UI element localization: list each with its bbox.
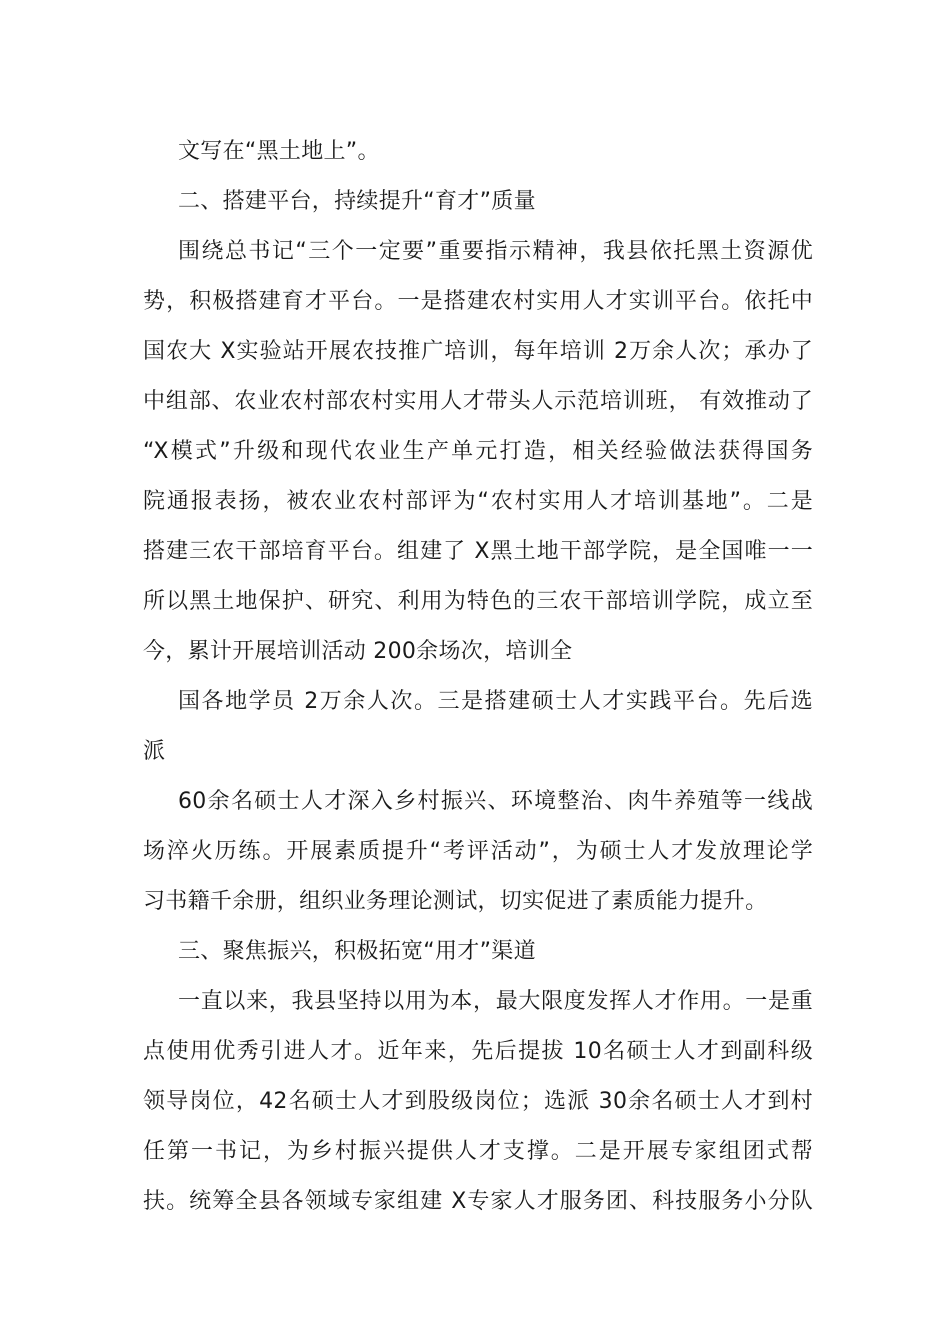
text-line: 国各地学员 2万余人次。三是搭建硕士人才实践平台。先后选 [178, 689, 813, 714]
text-line: 国农大 X实验站开展农技推广培训，每年培训 2万余人次；承办了 [143, 339, 813, 364]
text-line: 中组部、农业农村部农村实用人才带头人示范培训班， 有效推动了 [143, 389, 813, 414]
text-line: 围绕总书记“三个一定要”重要指示精神，我县依托黑土资源优 [178, 239, 813, 264]
section-heading: 二、搭建平台，持续提升“育才”质量 [178, 189, 536, 214]
text-line: 领导岗位，42名硕士人才到股级岗位；选派 30余名硕士人才到村 [143, 1089, 813, 1114]
text-line: 派 [143, 739, 166, 764]
text-line: 文写在“黑土地上”。 [178, 139, 380, 164]
text-line: 点使用优秀引进人才。近年来，先后提拔 10名硕士人才到副科级 [143, 1039, 813, 1064]
text-line: 任第一书记，为乡村振兴提供人才支撑。二是开展专家组团式帮 [143, 1139, 813, 1164]
text-line: 势，积极搭建育才平台。一是搭建农村实用人才实训平台。依托中 [143, 289, 813, 314]
text-line: 搭建三农干部培育平台。组建了 X黑土地干部学院，是全国唯一一 [143, 539, 813, 564]
text-line: 今，累计开展培训活动 200余场次，培训全 [143, 639, 573, 664]
text-line: “X模式”升级和现代农业生产单元打造，相关经验做法获得国务 [143, 439, 813, 464]
text-line: 一直以来，我县坚持以用为本，最大限度发挥人才作用。一是重 [178, 989, 813, 1014]
text-line: 扶。统筹全县各领域专家组建 X专家人才服务团、科技服务小分队 [143, 1189, 813, 1214]
text-line: 场淬火历练。开展素质提升“考评活动”，为硕士人才发放理论学 [143, 839, 813, 864]
text-line: 习书籍千余册，组织业务理论测试，切实促进了素质能力提升。 [143, 889, 768, 914]
text-line: 所以黑土地保护、研究、利用为特色的三农干部培训学院，成立至 [143, 589, 813, 614]
text-line: 60余名硕士人才深入乡村振兴、环境整治、肉牛养殖等一线战 [178, 789, 813, 814]
section-heading: 三、聚焦振兴，积极拓宽“用才”渠道 [178, 939, 536, 964]
text-line: 院通报表扬，被农业农村部评为“农村实用人才培训基地”。二是 [143, 489, 813, 514]
